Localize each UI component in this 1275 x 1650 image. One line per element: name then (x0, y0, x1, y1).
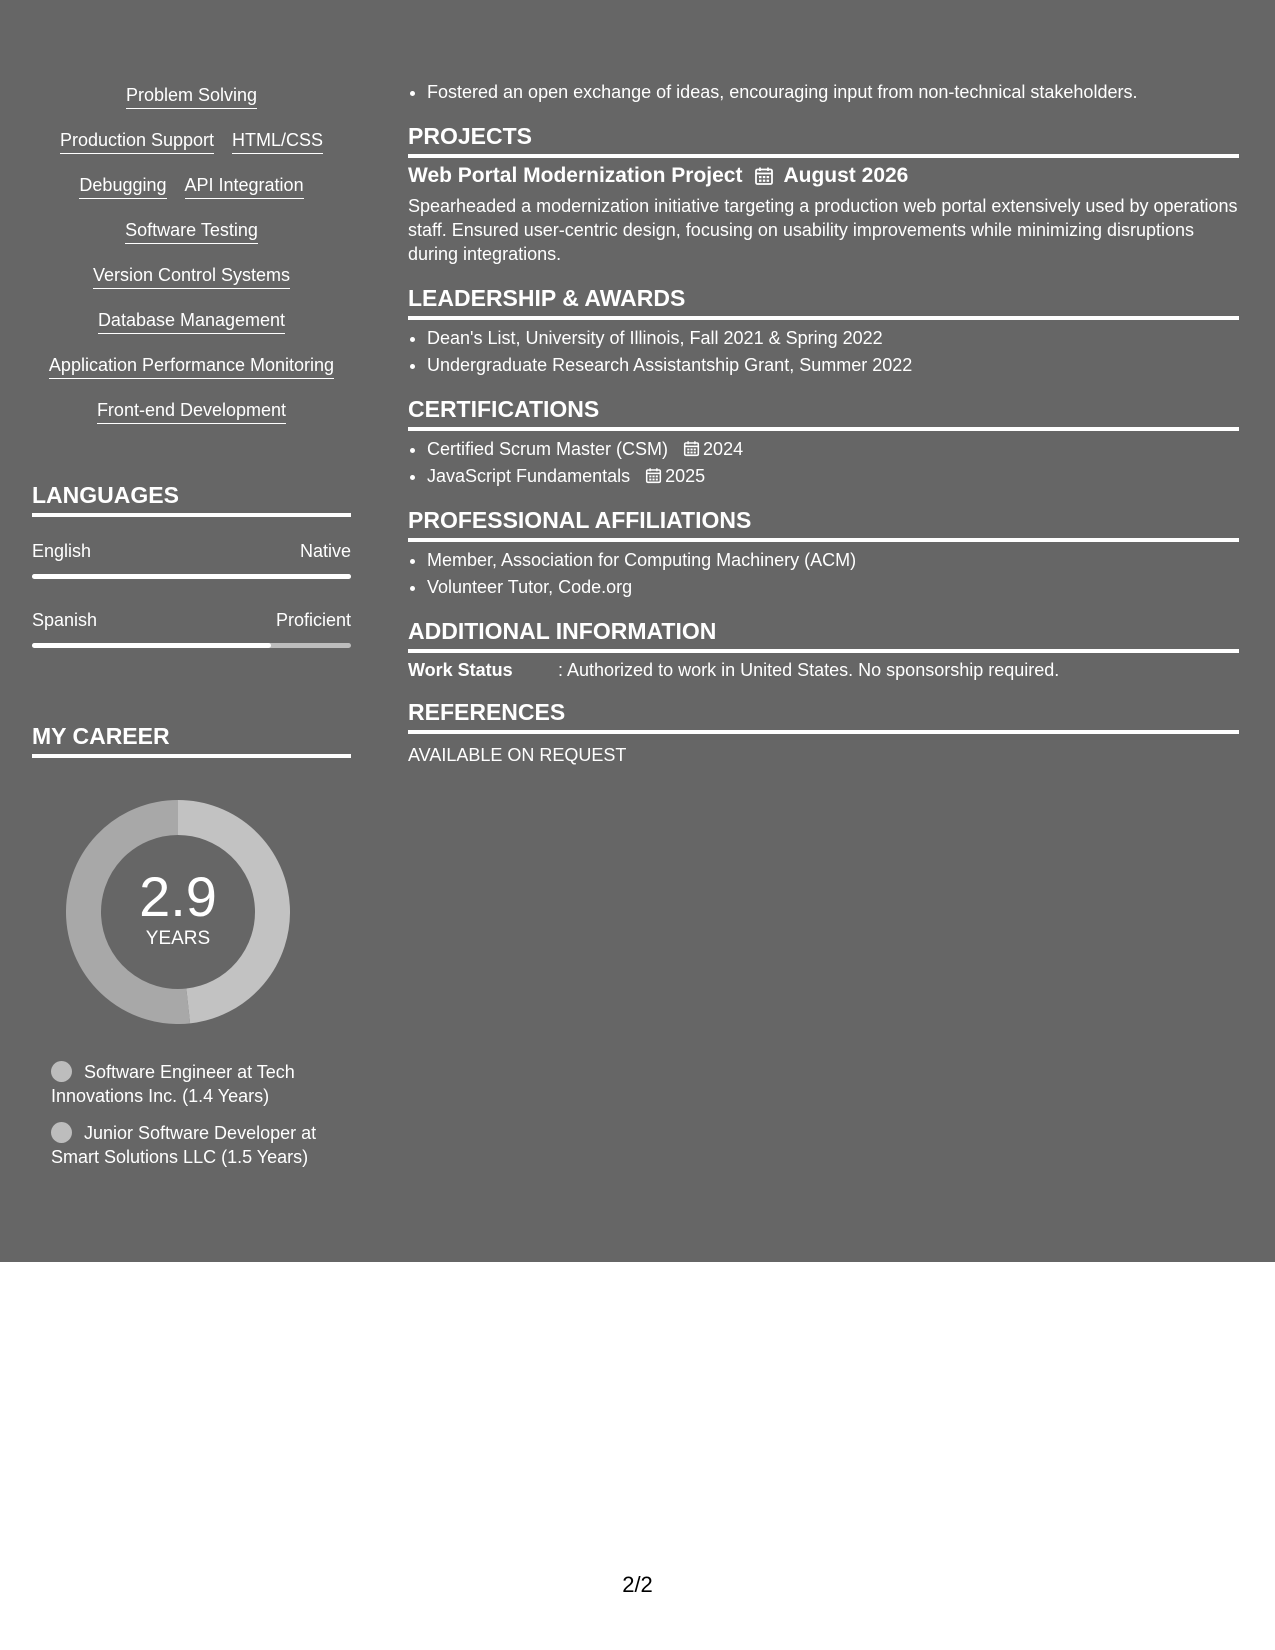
legend-dot-icon (51, 1061, 72, 1082)
career-heading: MY CAREER (32, 722, 351, 758)
leadership-item: • Dean's List, University of Illinois, Fall 2021 & Spring 2022 (427, 325, 1258, 352)
project-title: Web Portal Modernization Project (408, 164, 743, 187)
references-text: AVAILABLE ON REQUEST (408, 745, 627, 765)
skill-tag: API Integration (185, 174, 304, 199)
experience-bullets (408, 79, 1258, 106)
language-bar (32, 643, 351, 648)
skills-row (32, 174, 351, 219)
language-level: Proficient (275, 610, 351, 630)
legend-dot-icon (51, 1122, 72, 1143)
language-row-english (32, 540, 351, 579)
project-date: August 2026 (783, 164, 909, 187)
skills-row (32, 399, 351, 444)
skills-row (32, 264, 351, 309)
career-legend-item (51, 1060, 341, 1108)
certification-item (427, 463, 1258, 490)
skills-row (32, 354, 351, 399)
certification-name: JavaScript Fundamentals (427, 466, 631, 486)
affiliations-heading: PROFESSIONAL AFFILIATIONS (408, 506, 1239, 542)
work-status-value: : Authorized to work in United States. No sponsorship required. (558, 660, 1060, 680)
certifications-heading: CERTIFICATIONS (408, 395, 1239, 431)
leadership-heading: LEADERSHIP & AWARDS (408, 284, 1239, 320)
additional-info-heading: ADDITIONAL INFORMATION (408, 617, 1239, 653)
leadership-item: • Undergraduate Research Assistantship Grant, Summer 2022 (427, 352, 1258, 379)
project-title-row (408, 163, 1239, 189)
experience-bullet: • Fostered an open exchange of ideas, encouraging input from non-technical stakeholders. (427, 79, 1258, 106)
skills-row (32, 129, 351, 174)
certification-year: 2024 (703, 439, 744, 459)
skill-tag: HTML/CSS (232, 129, 323, 154)
career-legend-label: Software Engineer at Tech Innovations Inc. (1.4 Years) (51, 1062, 295, 1106)
skill-tag: Database Management (98, 309, 285, 334)
career-legend-label: Junior Software Developer at Smart Solutions LLC (1.5 Years) (51, 1123, 317, 1167)
affiliation-item: • Member, Association for Computing Machinery (ACM) (427, 547, 1258, 574)
skills-row (32, 84, 351, 129)
certifications-list (408, 436, 1258, 490)
language-level: Native (299, 541, 351, 561)
affiliation-item: • Volunteer Tutor, Code.org (427, 574, 1258, 601)
language-bar (32, 574, 351, 579)
career-legend (51, 1060, 341, 1182)
language-name: Spanish (32, 610, 98, 630)
certification-item (427, 436, 1258, 463)
career-donut-chart (66, 800, 290, 1024)
language-name: English (32, 541, 92, 561)
language-row-spanish (32, 609, 351, 648)
calendar-icon (683, 440, 700, 457)
skill-tag: Version Control Systems (93, 264, 290, 289)
skill-tag: Problem Solving (126, 84, 257, 109)
skill-tag: Debugging (79, 174, 166, 199)
calendar-icon (754, 166, 774, 186)
skill-tag: Software Testing (125, 219, 258, 244)
skill-tag: Production Support (60, 129, 214, 154)
skills-list (32, 84, 351, 444)
skills-row (32, 309, 351, 354)
project-description: Spearheaded a modernization initiative targeting a production web portal extensively used by operations staff. Ensured user-centric design, focusing on usability improvements while minimizing disruptions during integrations. (408, 196, 1238, 264)
donut-center (66, 800, 290, 1024)
page-number: 2/2 (622, 1572, 653, 1597)
references-heading: REFERENCES (408, 698, 1239, 734)
career-total-years: 2.9 (139, 865, 217, 928)
projects-heading: PROJECTS (408, 122, 1239, 158)
languages-heading: LANGUAGES (32, 481, 351, 517)
calendar-icon (645, 467, 662, 484)
language-bar-fill (32, 643, 271, 648)
language-bar-fill (32, 574, 351, 579)
skills-row (32, 219, 351, 264)
certification-year: 2025 (665, 466, 706, 486)
career-total-unit: YEARS (145, 928, 211, 949)
career-legend-item (51, 1121, 341, 1169)
work-status-label: Work Status (408, 660, 513, 680)
certification-name: Certified Scrum Master (CSM) (427, 439, 669, 459)
skill-tag: Front-end Development (97, 399, 286, 424)
affiliations-list (408, 547, 1258, 601)
work-status-row (408, 659, 1239, 681)
leadership-list (408, 325, 1258, 379)
skill-tag: Application Performance Monitoring (49, 354, 334, 379)
